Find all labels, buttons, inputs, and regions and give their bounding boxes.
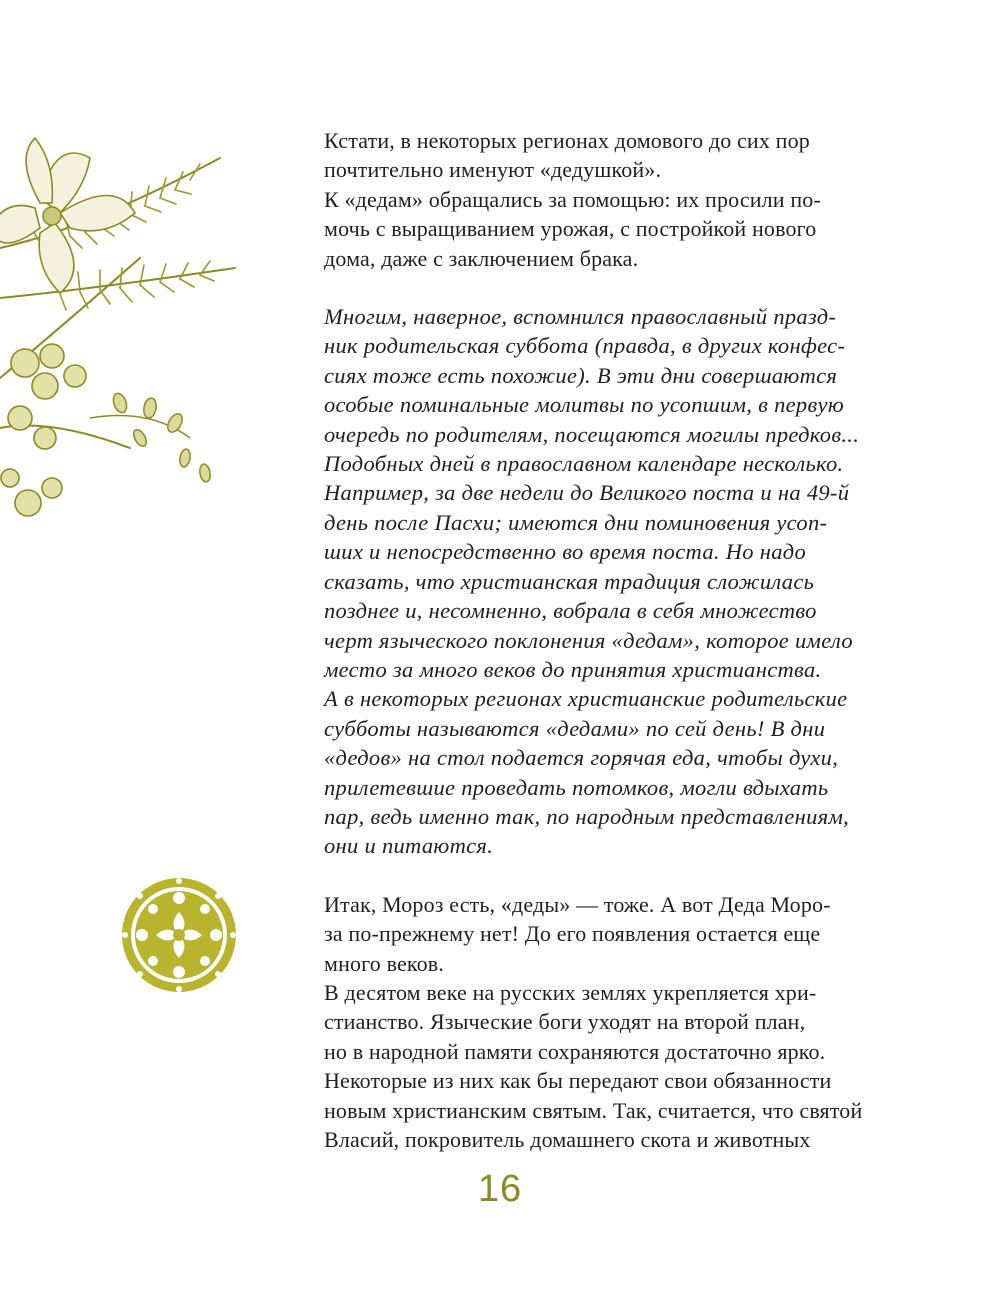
text-line: сказать, что христианская традиция сложилась xyxy=(324,568,815,594)
text-line: ник родительская суббота (правда, в других конфес- xyxy=(324,333,846,359)
text-line: Власий, покровитель домашнего скота и животных xyxy=(324,1127,811,1152)
text-line: пар, ведь именно так, по народным представлениям, xyxy=(324,803,850,829)
paragraph-3 xyxy=(324,890,908,1155)
paragraph-1 xyxy=(324,126,908,273)
text-line: много веков. xyxy=(324,950,444,976)
text-line: Например, за две недели до Великого поста и на 49-й xyxy=(324,480,850,506)
text-line: место за много веков до принятия христианства. xyxy=(324,656,822,682)
text-line: черт языческого поклонения «дедам», которое имело xyxy=(324,627,853,653)
text-line: они и питаются. xyxy=(324,833,494,859)
text-line: В десятом веке на русских землях укрепляется хри- xyxy=(324,979,817,1005)
text-line: день после Пасхи; имеются дни поминовения усоп- xyxy=(324,509,828,535)
round-ornament-icon xyxy=(120,876,238,994)
text-line: ших и непосредственно во время поста. Но надо xyxy=(324,539,807,565)
text-line: позднее и, несомненно, вобрала в себя множество xyxy=(324,598,817,624)
text-line: субботы называются «дедами» по сей день! В дни xyxy=(324,715,826,741)
text-line: «дедов» на стол подается горячая еда, чтобы духи, xyxy=(324,745,839,771)
text-line: прилетевшие проведать потомков, могли вдыхать xyxy=(324,774,829,800)
text-line: Некоторые из них как бы передают свои обязанности xyxy=(324,1068,832,1094)
page-number: 16 xyxy=(477,1168,523,1210)
text-line: А в некоторых регионах христианские родительские xyxy=(324,686,848,712)
text-line: особые поминальные молитвы по усопшим, в первую xyxy=(324,392,844,418)
text-line: Многим, наверное, вспомнился православный празд- xyxy=(324,304,837,330)
text-line: почтительно именуют «дедушкой». xyxy=(324,157,662,183)
text-line: Кстати, в некоторых регионах домового до сих пор xyxy=(324,128,810,153)
text-line: Подобных дней в православном календаре несколько. xyxy=(324,451,844,477)
text-line: дома, даже с заключением брака. xyxy=(324,245,639,271)
text-line: сиях тоже есть похожие). В эти дни совершаются xyxy=(324,362,838,388)
text-line: но в народной памяти сохраняются достаточно ярко. xyxy=(324,1038,826,1064)
text-line: за по-прежнему нет! До его появления остается еще xyxy=(324,921,821,947)
body-text xyxy=(324,126,908,1154)
text-line: стианство. Языческие боги уходят на второй план, xyxy=(324,1009,806,1035)
text-line: очередь по родителям, посещаются могилы предков... xyxy=(324,421,860,447)
text-line: новым христианским святым. Так, считается, что святой xyxy=(324,1097,863,1123)
text-line: Итак, Мороз есть, «деды» — тоже. А вот Деда Моро- xyxy=(324,891,831,917)
paragraph-2 xyxy=(324,302,908,861)
text-line: мочь с выращиванием урожая, с постройкой нового xyxy=(324,216,817,242)
floral-branch-icon xyxy=(0,118,250,528)
text-line: К «дедам» обращались за помощью: их просили по- xyxy=(324,186,821,212)
